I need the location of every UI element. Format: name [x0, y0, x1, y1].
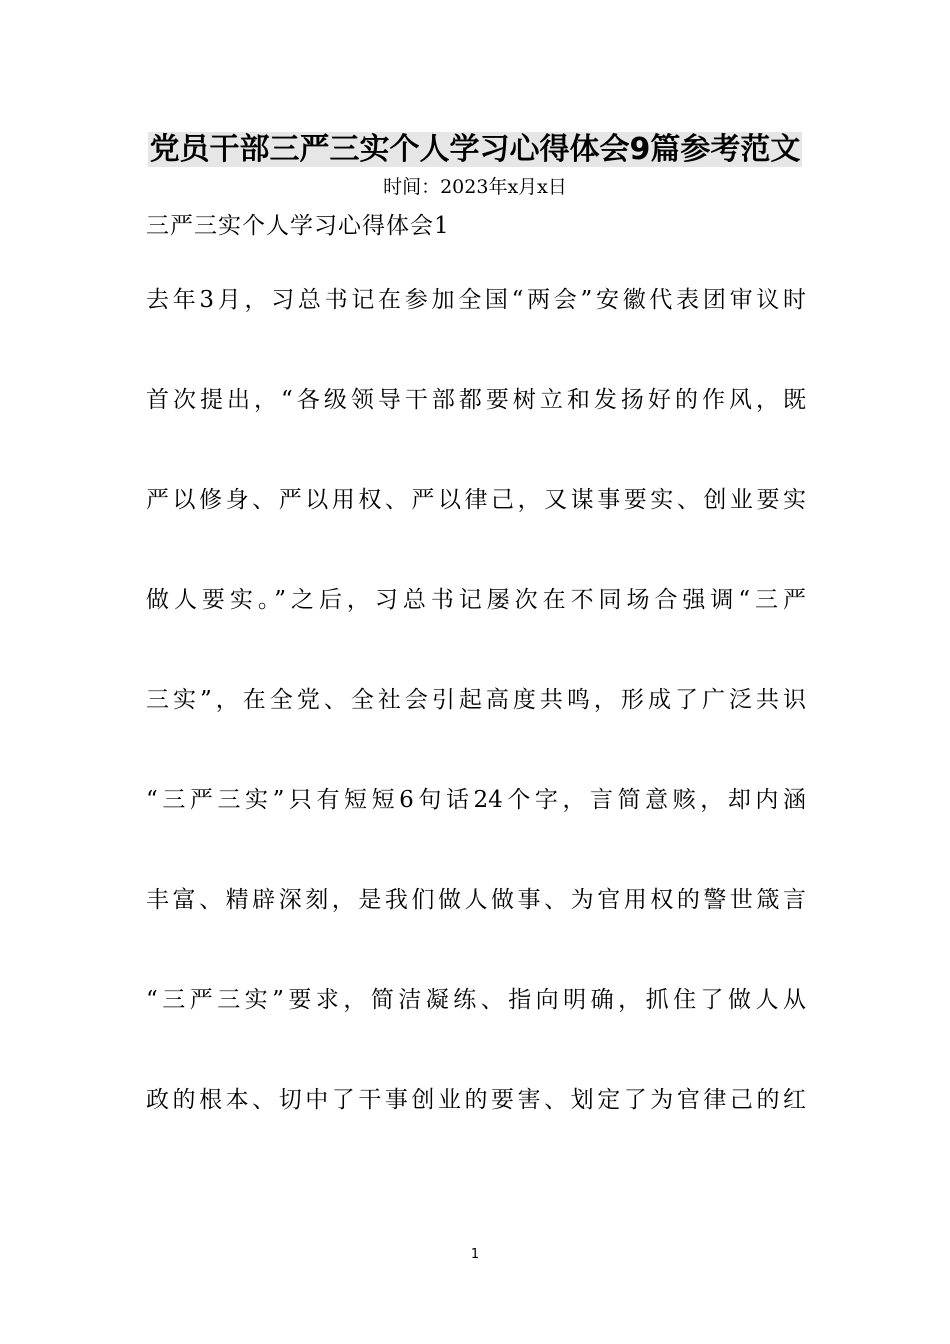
- body-line: 做人要实。”之后，习总书记屡次在不同场合强调“三严: [146, 587, 806, 613]
- body-line: 首次提出，“各级领导干部都要树立和发扬好的作风，既: [146, 387, 806, 413]
- document-title-text: 党员干部三严三实个人学习心得体会9篇参考范文: [149, 132, 801, 167]
- date-line: 时间：2023年x月x日: [383, 176, 567, 198]
- body-line: 去年3月，习总书记在参加全国“两会”安徽代表团审议时: [146, 287, 806, 313]
- body-line: “三严三实”要求，简洁凝练、指向明确，抓住了做人从: [146, 987, 806, 1013]
- document-title: [0, 131, 950, 169]
- body-line: 政的根本、切中了干事创业的要害、划定了为官律己的红: [146, 1087, 806, 1113]
- page-number: 1: [470, 1247, 480, 1262]
- body-line: 三实”，在全党、全社会引起高度共鸣，形成了广泛共识: [146, 687, 806, 713]
- body-line: 严以修身、严以用权、严以律己，又谋事要实、创业要实: [146, 487, 806, 513]
- body-line: 丰富、精辟深刻，是我们做人做事、为官用权的警世箴言: [146, 887, 806, 913]
- section-heading: 三严三实个人学习心得体会1: [146, 213, 450, 239]
- body-line: “三严三实”只有短短6句话24个字，言简意赅，却内涵: [146, 787, 806, 813]
